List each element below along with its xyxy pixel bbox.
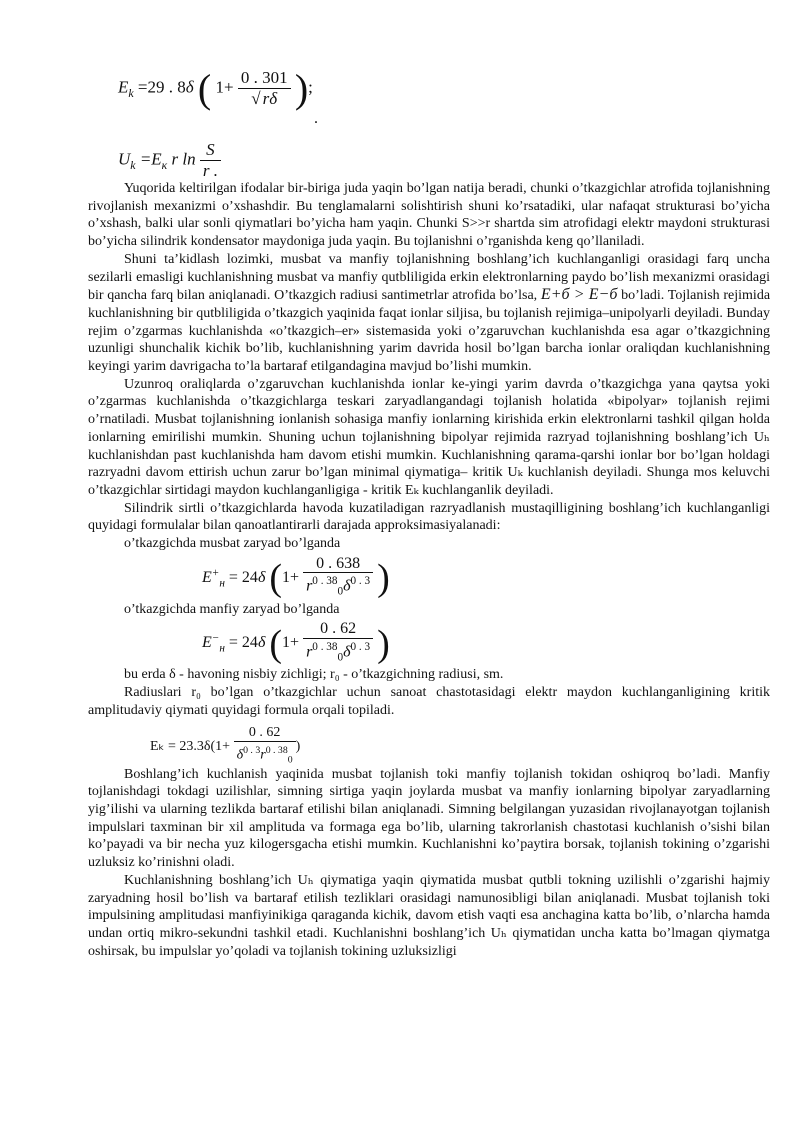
inequality-e-plus-gt-e-minus: E+б > E−б (540, 286, 618, 304)
formula-ek-num: 0 . 301 (238, 68, 291, 89)
formula-critical-den-r-sup: 0 . 38 (265, 745, 288, 757)
formula-positive-one-plus: 1+ (282, 568, 300, 586)
formula-positive-lhs: E (202, 568, 212, 586)
formula-negative-den-d: δ (343, 643, 351, 661)
formula-positive-sub: н (219, 577, 225, 590)
paragraph-7: Boshlang’ich kuchlanish yaqinida musbat tojlanish toki manfiy tojlanish tokidan oshiqroq bo’ladi. Manfiy tojlanishdagi tokdagi uzilishlar, simning sirtiga yaqin joylarda musbat va manfiy ionlarning bipolyar zaryadlarning yig’ilishi va ularning tezlikda bartaraf etilishi bilan aniqlanadi. Simning belgilangan yuzasidan rivojlanayotgan tojlanish impulslari taxminan bir xil amplituda va formaga ega bo’lib, ularning takrorlanish chastotasi kuchlanish o’sishi bilan ko’payadi va bir necha yuz kilogersgacha etishi mumkin. Kuchlanishni ko’paytira borsak, tojlanish tokining o’zgarishi uzluksiz ko’rinishni oladi. (88, 766, 770, 871)
formula-negative-one-plus: 1+ (282, 634, 300, 652)
formula-uk-fraction (200, 140, 221, 181)
formula-negative: $E^-_н = 24\delta$ (1+ $\frac{0 . 62}{r^{0 . 38}_0\delta^{0 . 3}}$ ) (202, 620, 390, 667)
formula-positive-display (88, 553, 770, 601)
formula-positive-den-r: r (306, 577, 313, 595)
formula-positive-den-r-sub: 0 (337, 585, 344, 598)
formula-critical-den-r: r (260, 747, 266, 763)
formula-negative-display (88, 618, 770, 666)
formula-ek-delta: δ (185, 77, 194, 97)
formula-negative-den-r: r (306, 643, 313, 661)
formula-negative-sup: − (211, 632, 220, 645)
formula-negative-den-r-sup: 0 . 38 (312, 641, 338, 654)
paragraph-8: Kuchlanishning boshlang’ich Uₕ qiymatiga yaqin qiymatida musbat qutbli tokning uzilishli o’zgarishi hajmiy zaryadning hosil bo’lish va bartaraf etilish tezliklari orasidagi namunosibligi bilan aniqlanadi. Musbat tojlanish toki impulsining amplitudasi manfiyinikiga qaraganda kichik, davom etish vaqti esa anchagina katta bo’lib, o’nlarcha hamda undan ortiq mikro-sekundni tashkil etadi. Kuchlanishni boshlang’ich Uₕ qiymatidan uncha katta bo’lmagan qiymatga oshirsak, bu impulslar yo’qoladi va tojlanish tokining uzluksizligi (88, 872, 770, 959)
formula-critical-num: 0 . 62 (234, 724, 296, 743)
paragraph-2-part-b: bo’ladi. Tojlanish rejimida kuchlanishning bir qutbliligida o’tkazgich yaqinida faqat ionlar siljisa, bu tojlanish rejimiga–unipolyarli deyiladi. Bunday rejim o’zgarmas kuchlanishda «o’tkazgich–er» sistemasida yoki o’zgaruvchan kuchlanishda esa agar o’tkazgichning uzunligi shunchalik kichik bo’lib, kuchlanishning yarim davrida hosil bo’lgan barcha ionlar oraliqdan kuchlanishning keyingi yarim davrigacha to’la bartaraf etilgandagina mavjud bo’lishi mumkin. (88, 288, 771, 375)
formula-uk (118, 140, 221, 181)
formula-positive-eq: = 24 (228, 568, 258, 586)
formula-ek-eq: =29 . 8 (137, 77, 186, 97)
formula-negative-lhs: E (202, 634, 212, 652)
formula-positive-sup: + (211, 566, 220, 579)
formula-critical-fraction (234, 724, 296, 770)
formula-negative-den-d-sup: 0 . 3 (350, 641, 371, 654)
formula-negative-num: 0 . 62 (303, 620, 373, 639)
paragraph-1: Yuqorida keltirilgan ifodalar bir-biriga juda yaqin bo’lgan natija beradi, chunki o’tkazgichlar atrofida tojlanishning rivojlanish mexanizmi o’xshashdir. Bu tenglamalarni solishtirish shuni ko’rsatadiki, ular nafaqat strukturasi bo’yicha o’xshash, balki ular sonli qiymatlari bo’yicha ham yaqin. Chunki S>>r shartda sim atrofidagi elektr maydoni strukturasi bo’yicha silindrik kondensator maydoniga juda yaqin. Bu tojlanishni o’rganishda keng qo’llaniladi. (88, 181, 770, 250)
formula-critical-lhs: Eₖ = 23.3δ(1+ (150, 738, 231, 754)
formula-positive-delta: δ (257, 568, 266, 586)
formula-uk-lhs: U (118, 149, 131, 169)
formula-positive-den-r-sup: 0 . 38 (312, 575, 338, 588)
formula-ek: $E_k =29$ . 8δ ( 1+ $\frac{0 . 301}{√ r\delta}$ ); (118, 65, 313, 111)
formula-positive-den-d: δ (343, 577, 351, 595)
formula-critical-display (88, 720, 770, 766)
paragraph-3: Uzunroq oraliqlarda o’zgaruvchan kuchlanishda ionlar ke-yingi yarim davrda o’tkazgichga yana qaytsa yoki o’zgarmas kuchlanishda o’tkazgichlarga teskari zaryadlangandagi tojlanish holatida «bipolyar» tojlanish rejimi o’rnatiladi. Musbat tojlanishning ionlanish sohasiga manfiy ionlarning kirishida erkin elektronlarni tashkil qilgan holda ionlarning emirilishi mumkin. Shuning uchun tojlanishning bipolyar rejimida razryad tojlanishning boshlang’ich Uₕ kuchlanishdan past kuchlanishda ham davom etishi mumkin. Kuchlanishning qarama-qarshi ionlar bor bo’lgan holdagi razryadni davom ettirish uchun zarur bo’lgan minimal qiymatiga– kritik Uₖ kuchlanish deyiladi. Shunga mos keluvchi o’tkazgichlar sirtidagi maydon kuchlanganligiga - kritik Eₖ kuchlanganlik deyiladi. (88, 376, 770, 498)
formula-negative-den-r-sub: 0 (337, 651, 344, 664)
formula-negative-sub: н (219, 642, 225, 655)
formula-critical-den-r-sub: 0 (287, 754, 293, 766)
formula-uk-e-sub: к (161, 157, 168, 172)
formula-ek-den: rδ (262, 89, 278, 108)
formula-uk-eq: =E (139, 149, 162, 169)
paragraph-5: bu erda δ - havoning nisbiy zichligi; r₀ - o’tkazgichning radiusi, sm. (124, 667, 504, 683)
formula-ek-one-plus: 1+ (215, 77, 234, 97)
formula-critical-den-d: δ (236, 747, 244, 763)
formula-uk-num: S (200, 140, 221, 161)
label-negative-charge: o’tkazgichda manfiy zaryad bo’lganda (124, 601, 340, 617)
label-positive-charge: o’tkazgichda musbat zaryad bo’lganda (124, 536, 341, 552)
paragraph-2 (88, 251, 770, 376)
formula-uk-rest: r ln (171, 149, 196, 169)
paragraph-2-part-a: Shuni ta’kidlash lozimki, musbat va manfiy tojlanishning boshlang’ich kuchlanganligi orasidagi farq uncha sezilarli emasligi kuchlanishning musbat va manfiy qutbliligida erkin elektronlarning paydo bo’lish mexanizmi orasidagi bir qancha farq bilan aniqlanadi. O’tkazgich radiusi santimetrlar atrofida bo’lsa, (88, 251, 770, 304)
formula-negative-eq: = 24 (228, 634, 258, 652)
formula-critical-den-d-sup: 0 . 3 (243, 745, 261, 757)
formula-ek-tail: ; (308, 77, 313, 97)
paragraph-6: Radiuslari r₀ bo’lgan o’tkazgichlar uchun sanoat chastotasidagi elektr maydon kuchlanganligining kritik amplitudaviy qiymati quyidagi formula orqali topiladi. (88, 685, 770, 718)
formula-ek-sqrt: √ (251, 89, 261, 108)
formula-ek-fraction (238, 68, 291, 109)
formula-positive-num: 0 . 638 (303, 555, 373, 574)
formula-uk-lhs-sub: k (130, 157, 136, 172)
paragraph-4: Silindrik sirtli o’tkazgichlarda havoda kuzatiladigan razryadlanish mustaqilligining boshlang’ich kuchlanganligi quyidagi formulalar bilan qanoatlantirarli darajada approksimasiyalanadi: (88, 500, 770, 534)
body-text (88, 180, 770, 960)
formula-ek-lhs-sub: k (128, 85, 134, 100)
formula-critical-close: ) (295, 738, 301, 754)
formula-positive-fraction (303, 555, 373, 602)
formula-uk-den: r . (202, 161, 218, 180)
formula-ek-dot: . (314, 110, 318, 127)
formula-critical (150, 724, 300, 770)
formula-negative-delta: δ (257, 634, 266, 652)
formula-positive: $E^+_н = 24\delta$ (1+ $\frac{0 . 638}{r^{0 . 38}_0\delta^{0 . 3}}$ ) (202, 555, 390, 602)
formula-ek-lhs: E (118, 77, 129, 97)
formula-positive-den-d-sup: 0 . 3 (350, 575, 371, 588)
formula-negative-fraction (303, 620, 373, 667)
